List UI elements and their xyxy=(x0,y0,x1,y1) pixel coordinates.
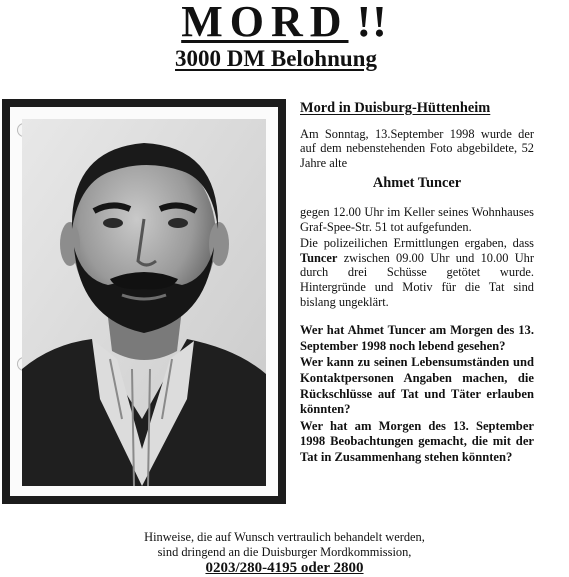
article-body-1: gegen 12.00 Uhr im Keller seines Wohnhauses Graf-Spee-Str. 51 tot aufgefunden. xyxy=(300,204,534,234)
article-title: Mord in Duisburg-Hüttenheim xyxy=(300,100,491,116)
body-2-name: Tuncer xyxy=(300,250,338,265)
headline-text: MORD xyxy=(181,0,349,46)
poster-headline xyxy=(0,0,569,46)
headline-exclamation: !! xyxy=(356,0,388,46)
question-item: Wer kann zu seinen Lebensumständen und Kontaktpersonen Angaben machen, die Rückschlüsse auf Tat und Täter erlauben könnten? xyxy=(300,355,534,417)
phone-line xyxy=(0,559,569,577)
photo-frame xyxy=(2,99,286,504)
phone-number: 0203/280-4195 oder 2800 xyxy=(205,560,364,576)
body-2-pre: Die polizeilichen Ermittlungen ergaben, dass xyxy=(300,236,534,251)
reward-text: 3000 DM Belohnung xyxy=(175,46,377,71)
article-body-2 xyxy=(300,236,534,309)
portrait-photo-icon xyxy=(22,119,266,486)
body-2-post: zwischen 09.00 Uhr und 10.00 Uhr durch drei Schüsse getötet wurde. Hintergründe und Motiv für die Tat sind bislang ungeklärt. xyxy=(300,250,534,309)
question-item: Wer hat am Morgen des 13. September 1998 Beobachtungen gemacht, die mit der Tat in Zusammenhang stehen könnten? xyxy=(300,418,534,464)
article-intro: Am Sonntag, 13.September 1998 wurde der auf dem nebenstehenden Foto abgebildete, 52 Jahre alte xyxy=(300,126,534,170)
victim-photo xyxy=(22,119,266,486)
footer-line-1: Hinweise, die auf Wunsch vertraulich behandelt werden, xyxy=(144,530,425,544)
article-column xyxy=(300,101,534,465)
question-item: Wer hat Ahmet Tuncer am Morgen des 13. September 1998 noch lebend gesehen? xyxy=(300,323,534,353)
footer-line-2: sind dringend an die Duisburger Mordkommission, xyxy=(157,545,412,559)
victim-name: Ahmet Tuncer xyxy=(372,175,462,192)
reward-line xyxy=(0,44,552,74)
photo-mat xyxy=(10,107,278,496)
questions-block xyxy=(300,323,534,465)
